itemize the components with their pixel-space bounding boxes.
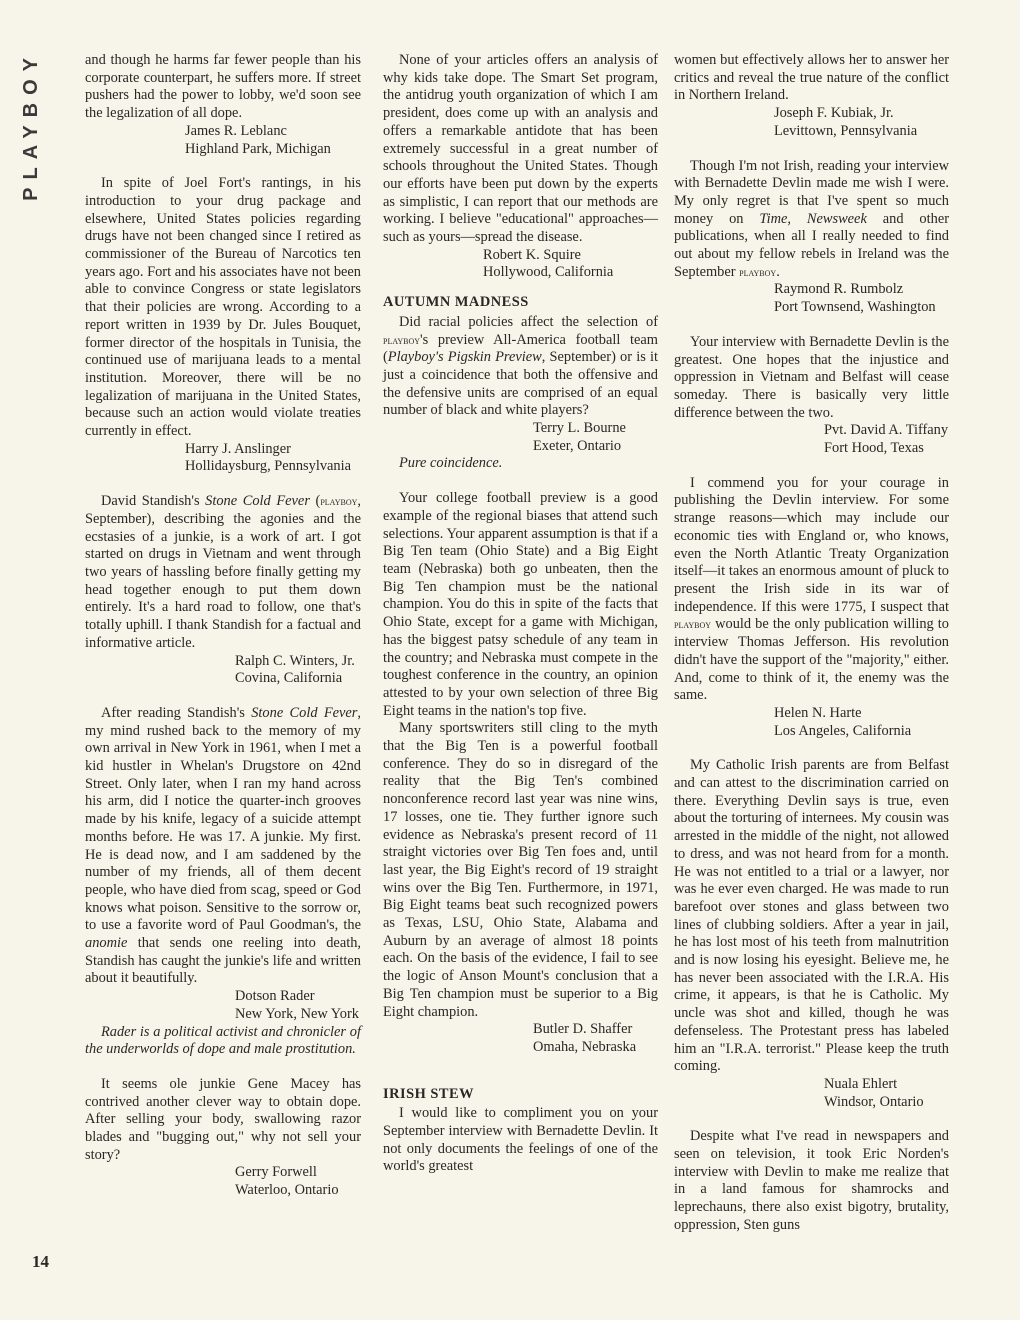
signature-location: Highland Park, Michigan xyxy=(185,140,331,157)
letter-signature xyxy=(383,247,658,282)
letter-signature xyxy=(674,1076,949,1111)
signature-location: Covina, California xyxy=(235,670,343,687)
spacer xyxy=(674,458,949,475)
letter-paragraph: None of your articles offers an analysis of why kids take dope. The Smart Set program, the antidrug youth organization of which I am president, does come up with an analysis and offers a remarkable antidote that has been extremely successful in a great number of schools throughout the United States. Though our efforts have been put down by the experts as simplistic, I can report that our methods are working. I believe "educational" approaches—such as yours—spread the disease. xyxy=(383,52,658,246)
letter-paragraph: Your college football preview is a good example of the regional biases that attend such selections. Your apparent assumption is that if a Big Ten team (Ohio State) and a Big Eight team (Nebraska) both go unbeaten, then the Big Ten champion must be the national champion. You do this in spite of the facts that Ohio State, except for a game with Michigan, has the biggest patsy schedule of any team in the country; and Nebraska must compete in the toughest conference in the country, an opinion attested to by your own selection of three Big Eight teams in the nation's top five. xyxy=(383,490,658,719)
letter-paragraph: Though I'm not Irish, reading your interview with Bernadette Devlin made me wish I were. My only regret is that I've spent so much money on Time, Newsweek and other publications, when all I really needed to find out about my fellow rebels in Ireland was the September playboy. xyxy=(674,157,949,280)
signature-location: Fort Hood, Texas xyxy=(824,440,924,457)
letter-signature xyxy=(674,422,949,457)
signature-location: Hollidaysburg, Pennsylvania xyxy=(185,458,352,475)
letter-paragraph: Did racial policies affect the selection of playboy's preview All-America football team (Playboy's Pigskin Preview, September) or is it just a coincidence that both the offensive and the defensive units are comprised of an equal number of black and white players? xyxy=(383,313,658,419)
spacer xyxy=(85,476,361,493)
signature-location: Omaha, Nebraska xyxy=(533,1038,637,1055)
editor-note: Rader is a political activist and chronicler of the underworlds of dope and male prostitution. xyxy=(85,1023,361,1058)
spacer xyxy=(674,740,949,757)
letter-signature xyxy=(85,653,361,688)
spacer xyxy=(383,473,658,490)
signature-location: Exeter, Ontario xyxy=(533,437,622,454)
signature-name: Helen N. Harte xyxy=(774,704,862,721)
column-2 xyxy=(383,52,658,1176)
spacer xyxy=(674,1111,949,1128)
signature-location: Waterloo, Ontario xyxy=(235,1182,339,1199)
spacer xyxy=(674,317,949,334)
spacer xyxy=(674,141,949,158)
letter-paragraph: Your interview with Bernadette Devlin is the greatest. One hopes that the injustice and oppression in Vietnam and Belfast will cease someday. There is basically very little difference between the two. xyxy=(674,333,949,421)
signature-name: Butler D. Shaffer xyxy=(533,1021,633,1038)
signature-location: Port Townsend, Washington xyxy=(774,299,936,316)
signature-location: New York, New York xyxy=(235,1005,359,1022)
letter-paragraph: Despite what I've read in newspapers and seen on television, it took Eric Norden's interview with Devlin to make me realize that in a land famous for shamrocks and leprechauns, there also exist bigotry, brutality, oppression, Sten guns xyxy=(674,1128,949,1233)
letter-paragraph: I commend you for your courage in publishing the Devlin interview. For some strange reasons—which may include our economic ties with England or, who knows, even the North Atlantic Treaty Organization itself—it takes an enormous amount of pluck to present the Irish side in its war of independence. If this were 1775, I suspect that playboy would be the only publication willing to interview Thomas Jefferson. His revolution didn't have the support of the "majority," either. And, come to think of it, the enemy was the same. xyxy=(674,474,949,704)
editor-note: Pure coincidence. xyxy=(399,455,503,472)
signature-location: Windsor, Ontario xyxy=(824,1093,924,1110)
magazine-spine-title: PLAYBOY xyxy=(20,50,42,201)
signature-name: Pvt. David A. Tiffany xyxy=(824,422,949,439)
letter-signature xyxy=(85,1164,361,1199)
signature-name: Dotson Rader xyxy=(235,988,315,1005)
signature-name: Ralph C. Winters, Jr. xyxy=(235,652,355,669)
signature-name: Joseph F. Kubiak, Jr. xyxy=(774,105,894,122)
letter-signature xyxy=(674,281,949,316)
page-number: 14 xyxy=(32,1252,49,1271)
signature-name: Terry L. Bourne xyxy=(533,420,626,437)
spacer xyxy=(85,688,361,705)
signature-name: Harry J. Anslinger xyxy=(185,440,291,457)
letter-signature xyxy=(383,1021,658,1056)
letter-signature xyxy=(85,123,361,158)
signature-name: Nuala Ehlert xyxy=(824,1075,898,1092)
section-heading: IRISH STEW xyxy=(383,1085,474,1102)
signature-location: Levittown, Pennsylvania xyxy=(774,122,918,139)
letter-signature xyxy=(85,988,361,1023)
column-3 xyxy=(674,52,949,1235)
letter-paragraph: After reading Standish's Stone Cold Fever, my mind rushed back to the memory of my own arrival in New York in 1961, when I met a kid hustler in Whelan's Drugstore on 42nd Street. Only later, when I ran my hand across his arm, did I notice the quarter-inch grooves made by his knife, legacy of a suicide attempt months before. He was 17. A junkie. My first. He is dead now, and I am saddened by the number of my friends, all of them decent people, who have died from scag, speed or God knows what poison. Sensitive to the sorrow or, to use a favorite word of Paul Goodman's, the anomie that sends one reeling into death, Standish has caught the junkie's life and written about it beautifully. xyxy=(85,704,361,987)
letter-paragraph: My Catholic Irish parents are from Belfast and can attest to the discrimination carried on there. Everything Devlin says is true, even about the torturing of internees. My cousin was arrested in the middle of the night, not allowed to dress, and was not heard from for a month. He was not entitled to a trial or a lawyer, nor was he ever even charged. He was made to run barefoot over stones and glass between two lines of clubbing soldiers. After a year in jail, he has lost most of his teeth from malnutrition and is now losing his eyesight. Believe me, he has never been associated with the I.R.A. His crime, it appears, is that he is Catholic. My uncle was shot and killed, though he was defenseless. The Protestant press has labeled him an "I.R.A. terrorist." Please keep the truth coming. xyxy=(674,757,949,1075)
spacer xyxy=(85,1059,361,1076)
spacer xyxy=(383,1057,658,1074)
letter-signature xyxy=(85,441,361,476)
letter-paragraph: David Standish's Stone Cold Fever (playboy, September), describing the agonies and the ecstasies of a junkie, is a work of art. I got started on drugs in Vietnam and went through two years of hassling before finally getting my head together enough to put them down entirely. It's a hard road to follow, one that's totally uphill. I thank Standish for a factual and informative article. xyxy=(85,493,361,651)
letter-paragraph: In spite of Joel Fort's rantings, in his introduction to your drug package and elsewhere, United States policies regarding drugs have not been changed since I retired as commissioner of the Bureau of Narcotics ten years ago. Fort and his associates have not been able to convince Congress or state legislators that their policies are wrong. According to a report written in 1939 by Dr. Jules Bouquet, former director of the hospitals in Tunisia, the continued use of marijuana leads to a mental institution. Moreover, there will be no legalization of marijuana in the United States, because such an action would violate treaties currently in effect. xyxy=(85,175,361,440)
column-1 xyxy=(85,52,361,1200)
letter-paragraph: I would like to compliment you on your September interview with Bernadette Devlin. It not only documents the feelings of one of the world's greatest xyxy=(383,1105,658,1175)
signature-name: Raymond R. Rumbolz xyxy=(774,281,904,298)
letter-paragraph: women but effectively allows her to answer her critics and reveal the true nature of the conflict in Northern Ireland. xyxy=(674,52,949,104)
letter-paragraph: Many sportswriters still cling to the myth that the Big Ten is a powerful football conference. They do so in disregard of the reality that the Big Ten's combined nonconference record last year was nine wins, 17 losses, one tie. They further ignore such evidence as Nebraska's present record of 11 straight victories over Big Ten foes and, until last year, the Big Eight's record of 19 straight wins over the Big Ten. Furthermore, in 1971, Big Eight teams beat such recognized powers as Texas, LSU, Ohio State, Alabama and Auburn by an average of almost 18 points each. On the basis of the evidence, I fail to see the logic of Anson Mount's conclusion that a Big Ten champion must be superior to a Big Eight champion. xyxy=(383,720,658,1020)
signature-name: Robert K. Squire xyxy=(483,246,581,263)
letter-signature xyxy=(674,705,949,740)
letter-paragraph: It seems ole junkie Gene Macey has contrived another clever way to obtain dope. After selling your body, swallowing razor blades and "bugging out," why not sell your story? xyxy=(85,1075,361,1163)
letter-signature xyxy=(383,420,658,455)
signature-name: Gerry Forwell xyxy=(235,1164,317,1181)
spacer xyxy=(85,158,361,175)
section-heading: AUTUMN MADNESS xyxy=(383,294,529,311)
signature-location: Hollywood, California xyxy=(483,264,614,281)
signature-name: James R. Leblanc xyxy=(185,122,287,139)
letter-signature xyxy=(674,105,949,140)
letter-paragraph: and though he harms far fewer people than his corporate counterpart, he suffers more. If street pushers had the power to lobby, we'd soon see the legalization of all dope. xyxy=(85,52,361,122)
signature-location: Los Angeles, California xyxy=(774,722,912,739)
